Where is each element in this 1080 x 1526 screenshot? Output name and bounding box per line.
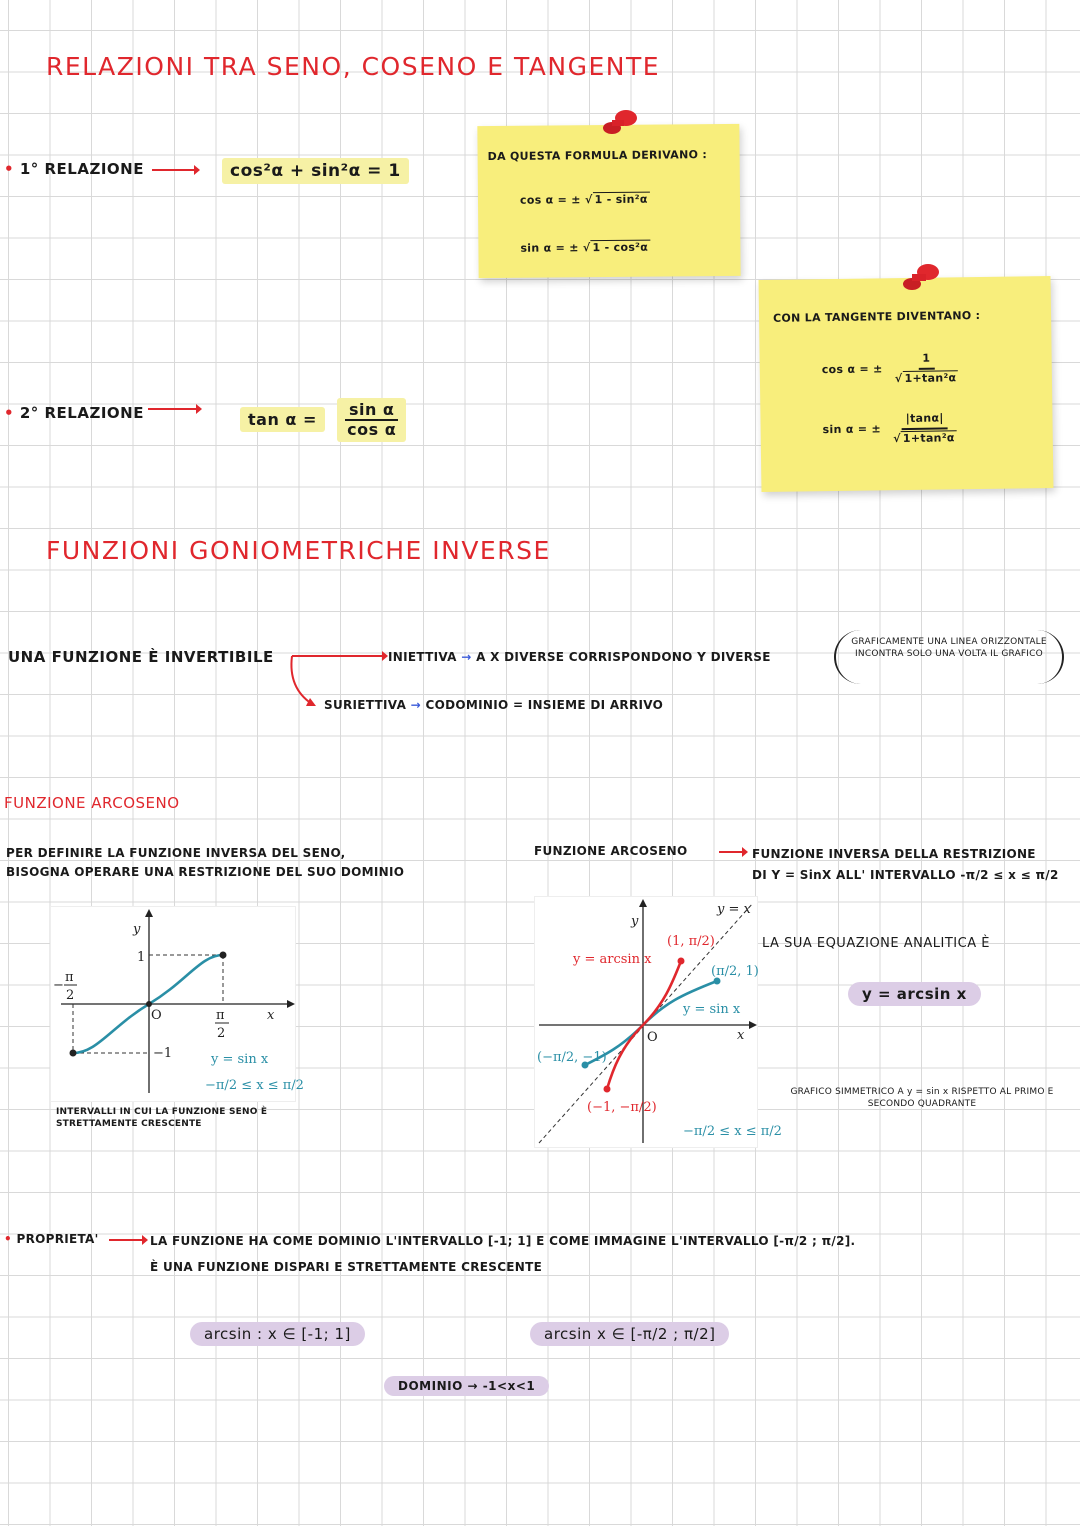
note1-heading: DA QUESTA FORMULA DERIVANO : xyxy=(487,148,708,164)
graph2-sin-label: y = sin x xyxy=(683,1002,741,1017)
graph2-pt-bottom: (−1, −π/2) xyxy=(587,1100,657,1115)
surjective-line: SURIETTIVA → CODOMINIO = INSIEME DI ARRIVO xyxy=(324,698,664,712)
arcsine-equation: y = arcsin x xyxy=(848,982,981,1006)
arrow-icon xyxy=(718,846,748,858)
range-pill: arcsin x ∈ [-π/2 ; π/2] xyxy=(530,1322,729,1346)
graph2-line-label: y = x xyxy=(717,902,751,917)
pushpin-icon xyxy=(598,108,644,138)
graph2-pt-left: (−π/2, −1) xyxy=(537,1050,607,1065)
graph2-x-label: x xyxy=(737,1028,745,1043)
graph2-y-label: y xyxy=(631,914,639,929)
properties-label: • PROPRIETA' xyxy=(4,1232,99,1246)
note1-cos-formula: cos α = ± √ 1 - sin²α xyxy=(519,192,648,207)
graph1-pi-den: 2 xyxy=(217,1026,226,1041)
injective-line: INIETTIVA → A X DIVERSE CORRISPONDONO Y DIVERSE xyxy=(388,650,771,664)
symmetry-note: GRAFICO SIMMETRICO A y = sin x RISPETTO AL PRIMO E SECONDO QUADRANTE xyxy=(790,1087,1054,1109)
graph2-interval: −π/2 ≤ x ≤ π/2 xyxy=(683,1124,782,1139)
graph1-x-label: x xyxy=(267,1008,275,1023)
graph1-interval: −π/2 ≤ x ≤ π/2 xyxy=(205,1078,304,1093)
graph1-neg-pi-den: 2 xyxy=(66,988,75,1003)
arrow-icon xyxy=(108,1234,148,1246)
relation-2-formula: tan α = $\frac{\text{sin α}}{\text{cos α}}$ xyxy=(240,398,406,442)
note2-heading: CON LA TANGENTE DIVENTANO : xyxy=(772,308,981,325)
pushpin-icon xyxy=(898,262,944,294)
note1-sin-formula: sin α = ± √ 1 - cos²α xyxy=(520,240,649,255)
relation-1-formula: cos²α + sin²α = 1 xyxy=(222,158,409,184)
arrow-icon xyxy=(150,163,200,177)
arcsine-definition: FUNZIONE INVERSA DELLA RESTRIZIONE DI Y = SinX ALL' INTERVALLO -π/2 ≤ x ≤ π/2 xyxy=(752,847,1059,882)
sine-graph-caption: INTERVALLI IN CUI LA FUNZIONE SENO È STRETTAMENTE CRESCENTE xyxy=(56,1107,268,1129)
section-title-inverse: FUNZIONI GONIOMETRICHE INVERSE xyxy=(46,536,551,565)
graph1-minus: − xyxy=(53,978,64,993)
arcsine-subtitle: FUNZIONE ARCOSENO xyxy=(4,794,180,812)
sticky-note-derived xyxy=(477,124,740,278)
arcsine-graph xyxy=(534,896,782,1148)
properties-text: LA FUNZIONE HA COME DOMINIO L'INTERVALLO [-1; 1] E COME IMMAGINE L'INTERVALLO [-π/2 ; π/2]. È UNA FUNZIONE DISPARI E STRETTAMENTE CRESCENTE xyxy=(150,1234,856,1274)
graph2-pt-top: (1, π/2) xyxy=(667,934,715,949)
note2-sin-formula: sin α = ± $\frac{|\tan\alpha|}{\text{√ 1+tan²α}}$ xyxy=(822,409,957,449)
graph1-curve-label: y = sin x xyxy=(211,1052,269,1067)
graph1-origin: O xyxy=(151,1008,162,1023)
graph1-neg-pi-num: π xyxy=(65,970,74,985)
graph2-origin: O xyxy=(647,1030,658,1045)
arcsine-definition-label: FUNZIONE ARCOSENO xyxy=(534,844,688,858)
invertible-statement: UNA FUNZIONE È INVERTIBILE xyxy=(8,648,274,666)
note2-cos-formula: cos α = ± $\frac{1}{\text{√ 1+tan²α}}$ xyxy=(822,349,959,389)
graph1-minus-one: −1 xyxy=(153,1046,173,1061)
domain-pill: arcsin : x ∈ [-1; 1] xyxy=(190,1322,365,1346)
graph1-y-label: y xyxy=(133,922,141,937)
graph1-one: 1 xyxy=(137,950,146,965)
domain-inequality: DOMINIO → -1<x<1 xyxy=(384,1376,549,1396)
sine-graph xyxy=(50,906,304,1102)
arcsine-intro: PER DEFINIRE LA FUNZIONE INVERSA DEL SENO, BISOGNA OPERARE UNA RESTRIZIONE DEL SUO DOMINIO xyxy=(6,846,405,879)
sticky-note-tangent xyxy=(759,276,1054,492)
graph2-arcsin-label: y = arcsin x xyxy=(573,952,652,967)
arrow-icon xyxy=(146,402,202,416)
graph2-pt-right: (π/2, 1) xyxy=(711,964,759,979)
relation-2-label: • 2° RELAZIONE xyxy=(4,404,144,422)
relation-1-label: • 1° RELAZIONE xyxy=(4,160,144,178)
section-title-relations: RELAZIONI TRA SENO, COSENO E TANGENTE xyxy=(46,52,661,81)
graph1-pi-num: π xyxy=(216,1008,225,1023)
injective-note: GRAFICAMENTE UNA LINEA ORIZZONTALE INCONTRA SOLO UNA VOLTA IL GRAFICO xyxy=(834,630,1064,684)
equation-intro: LA SUA EQUAZIONE ANALITICA È xyxy=(762,936,990,951)
